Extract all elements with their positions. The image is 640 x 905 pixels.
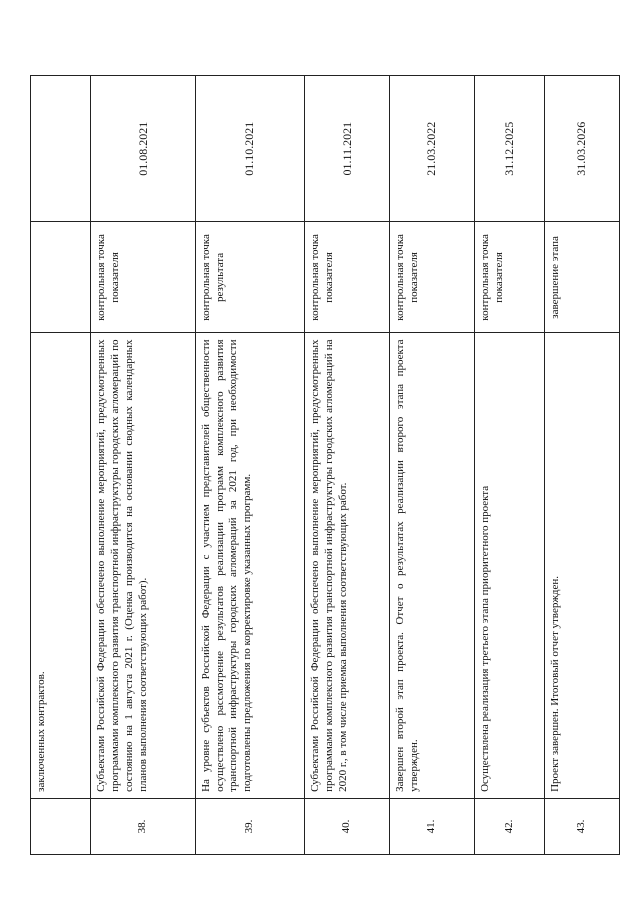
table-row <box>195 76 304 855</box>
cell-type: контрольная точка результата <box>195 222 304 333</box>
cell-date: 31.03.2026 <box>544 76 619 222</box>
cell-type: контрольная точка показателя <box>305 222 390 333</box>
cell-type: контрольная точка показателя <box>474 222 544 333</box>
cell-number <box>31 798 91 854</box>
cell-description: заключенных контрактов. <box>31 333 91 798</box>
table-row <box>305 76 390 855</box>
table-row <box>91 76 196 855</box>
table-row <box>474 76 544 855</box>
cell-date: 21.03.2022 <box>390 76 475 222</box>
cell-type: контрольная точка показателя <box>91 222 196 333</box>
cell-number: 43. <box>544 798 619 854</box>
cell-date: 01.11.2021 <box>305 76 390 222</box>
cell-type: завершение этапа <box>544 222 619 333</box>
cell-number: 40. <box>305 798 390 854</box>
table-row <box>390 76 475 855</box>
cell-number: 39. <box>195 798 304 854</box>
cell-date: 01.08.2021 <box>91 76 196 222</box>
cell-type <box>31 222 91 333</box>
cell-date: 31.12.2025 <box>474 76 544 222</box>
cell-date: 01.10.2021 <box>195 76 304 222</box>
milestones-table <box>30 75 620 855</box>
rotated-table-container <box>30 75 620 855</box>
cell-type: контрольная точка показателя <box>390 222 475 333</box>
cell-number: 41. <box>390 798 475 854</box>
cell-description: Субъектами Российской Федерации обеспечено выполнение мероприятий, предусмотренных программами комплексного развития транспортной инфраструктуры городских агломераций по состоянию на 1 августа 2021 г. (Оценка производится на основании сводных календарных планов выполнения соответствующих работ). <box>91 333 196 798</box>
cell-description: Осуществлена реализация третьего этапа приоритетного проекта <box>474 333 544 798</box>
cell-description: Проект завершен. Итоговый отчет утвержден. <box>544 333 619 798</box>
cell-description: Завершен второй этап проекта. Отчет о результатах реализации второго этапа проекта утвержден. <box>390 333 475 798</box>
cell-number: 38. <box>91 798 196 854</box>
cell-number: 42. <box>474 798 544 854</box>
cell-date <box>31 76 91 222</box>
table-row-continuation <box>31 76 91 855</box>
cell-description: Субъектами Российской Федерации обеспечено выполнение мероприятий, предусмотренных программами комплексного развития транспортной инфраструктуры городских агломераций на 2020 г., в том числе приемка выполнения соответствующих работ. <box>305 333 390 798</box>
cell-description: На уровне субъектов Российской Федерации с участием представителей общественности осуществлено рассмотрение результатов реализации программ комплексного развития транспортной инфраструктуры городских агломераций за 2021 год, при необходимости подготовлены предложения по корректировке указанных программ. <box>195 333 304 798</box>
table-row <box>544 76 619 855</box>
